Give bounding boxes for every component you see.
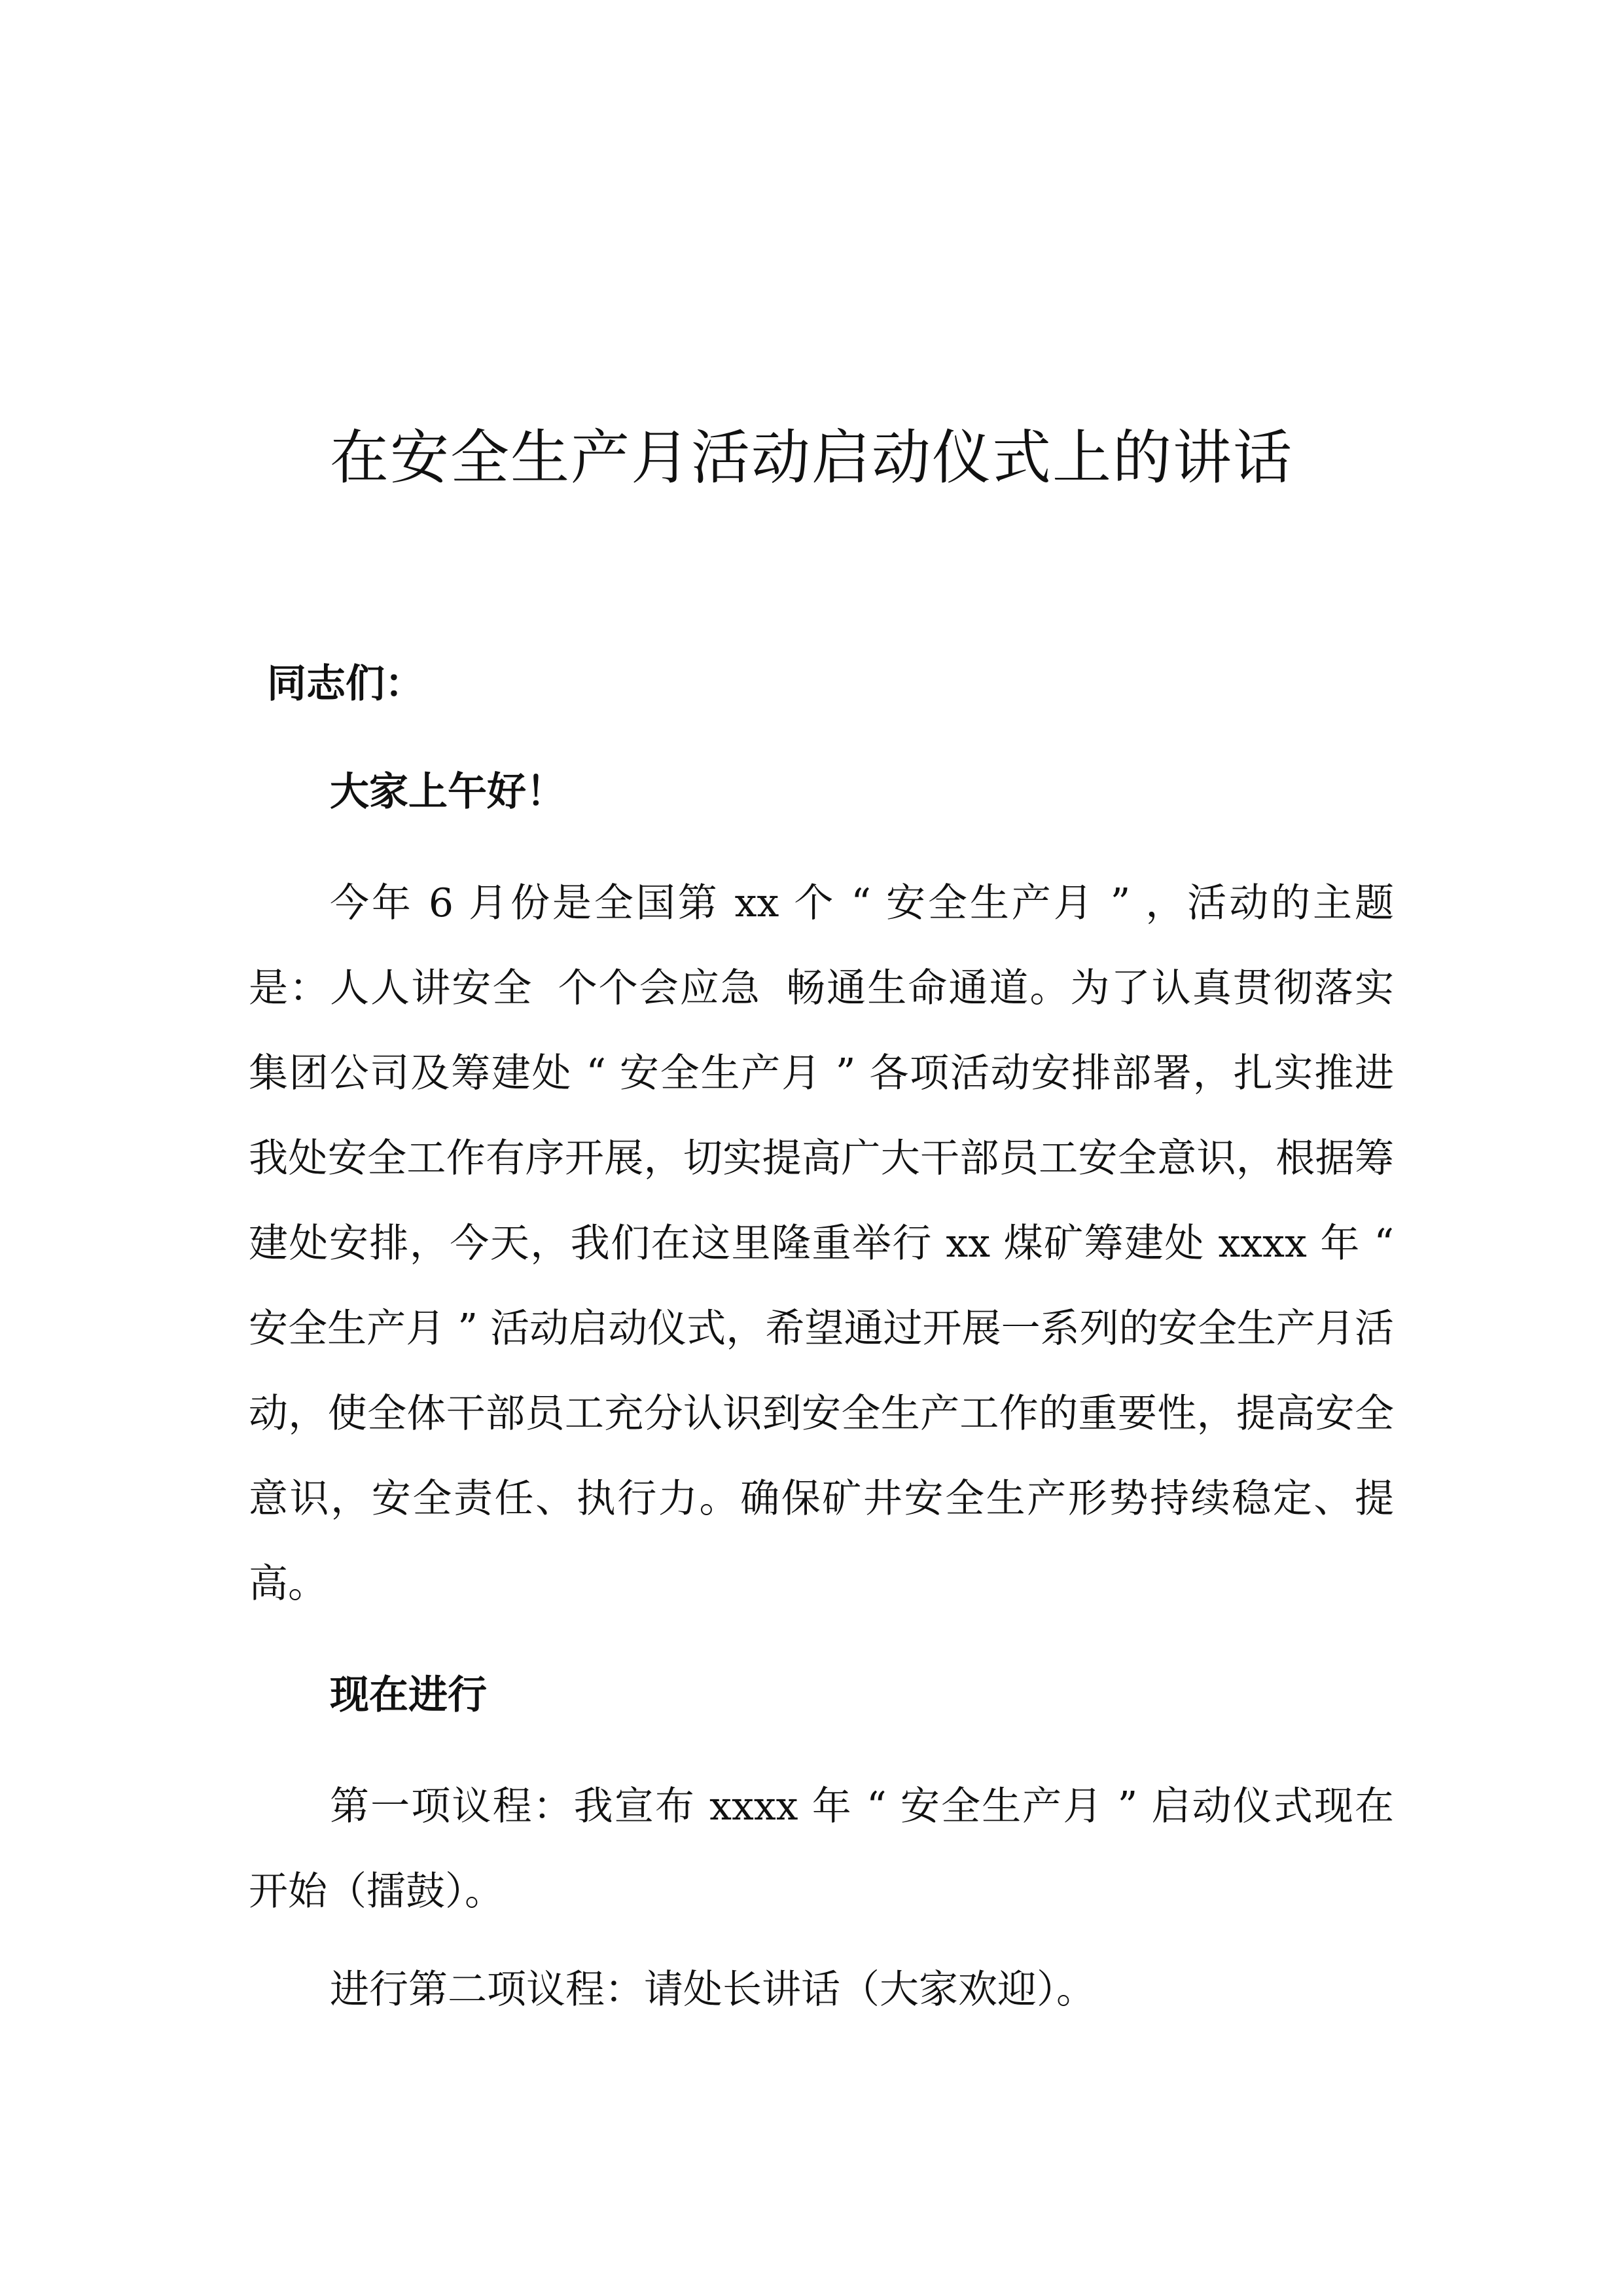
salutation: 同志们： (267, 661, 424, 707)
paragraph-intro-text: 今年 6 月份是全国第 xx 个 “ 安全生产月 ” ，活动的主题是： (249, 880, 1394, 1011)
activity-theme: 人人讲安全 个个会应急 畅通生命通道 (330, 965, 1030, 1011)
agenda-item-2: 进行第二项议程：请处长讲话（大家欢迎）。 (330, 1967, 1096, 2013)
paragraph-intro-rest: 。为了认真贯彻落实集团公司及筹建处 “ 安全生产月 ” 各项活动安排部署，扎实推进我处安全工作有序开展，切实提高广大干部员工安全意识，根据筹建处安排，今天，我们在这里隆重举行 xx 煤矿筹建处 xxxx 年 “ 安全生产月 ” 活动启动仪式，希望通过开展一系列的安全生产月活动，使全体干部员工充分认识到安全生产工作的重要性，提高安全意识，安全责任、执行力。确保矿井安全生产形势持续稳定、提高。 (249, 965, 1394, 1607)
now-heading: 现在进行 (330, 1672, 487, 1718)
greeting: 大家上午好！ (330, 769, 565, 815)
paragraph-intro (249, 861, 1394, 1626)
document-title: 在安全生产月活动启动仪式上的讲话 (330, 423, 1293, 492)
agenda-item-1: 第一项议程：我宣布 xxxx 年 “ 安全生产月 ” 启动仪式现在开始（擂鼓）。 (249, 1784, 1394, 1914)
